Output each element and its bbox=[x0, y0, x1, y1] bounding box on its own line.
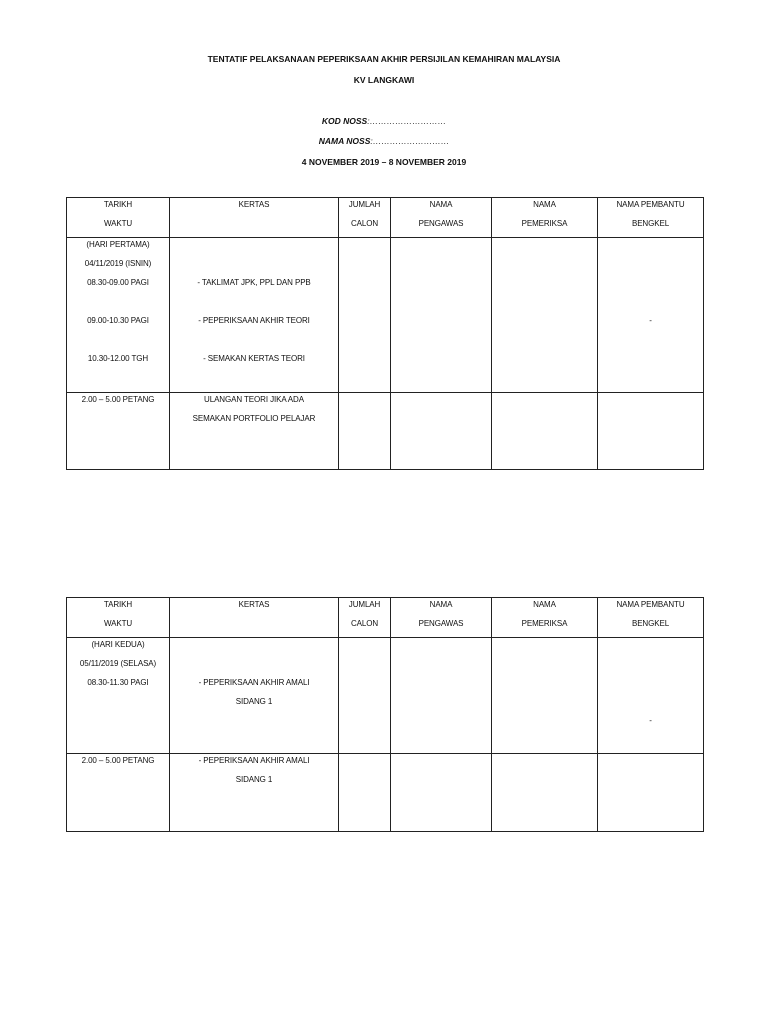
col-jumlah-calon: JUMLAH CALON bbox=[339, 198, 391, 238]
schedule-table-day2 bbox=[66, 597, 704, 832]
col-tarikh-waktu: TARIKH WAKTU bbox=[67, 598, 170, 638]
nama-noss-line bbox=[0, 136, 768, 146]
col-nama-pemeriksa: NAMA PEMERIKSA bbox=[492, 598, 598, 638]
day2-morning-kertas-cell: - PEPERIKSAAN AKHIR AMALI SIDANG 1 bbox=[170, 638, 339, 754]
day2-hari: (HARI KEDUA) bbox=[91, 640, 145, 649]
table-header-row bbox=[67, 198, 704, 238]
kod-noss-value: :……………………… bbox=[367, 116, 447, 126]
day1-afternoon-time-cell: 2.00 – 5.00 PETANG bbox=[67, 393, 170, 470]
date-range: 4 NOVEMBER 2019 – 8 NOVEMBER 2019 bbox=[301, 157, 467, 167]
day2-bengkel-cell: - bbox=[598, 638, 704, 754]
col-nama-pemeriksa: NAMA PEMERIKSA bbox=[492, 198, 598, 238]
table-row bbox=[67, 638, 704, 754]
day1-hari: (HARI PERTAMA) bbox=[86, 240, 150, 249]
day1-date: 04/11/2019 (ISNIN) bbox=[84, 259, 152, 268]
day1-afternoon-kertas-cell: ULANGAN TEORI JIKA ADA SEMAKAN PORTFOLIO PELAJAR bbox=[170, 393, 339, 470]
table-header-row bbox=[67, 598, 704, 638]
nama-noss-label: NAMA NOSS bbox=[318, 136, 371, 146]
table-row bbox=[67, 393, 704, 470]
day2-morning-time-cell: (HARI KEDUA) 05/11/2019 (SELASA) 08.30-11.30 PAGI bbox=[67, 638, 170, 754]
kod-noss-line bbox=[0, 116, 768, 126]
col-kertas: KERTAS bbox=[170, 198, 339, 238]
document-title: TENTATIF PELAKSANAAN PEPERIKSAAN AKHIR PERSIJILAN KEMAHIRAN MALAYSIA bbox=[207, 54, 561, 64]
nama-noss-value: :……………………… bbox=[370, 136, 450, 146]
col-jumlah-calon: JUMLAH CALON bbox=[339, 598, 391, 638]
day2-date: 05/11/2019 (SELASA) bbox=[79, 659, 157, 668]
col-tarikh-waktu: TARIKH WAKTU bbox=[67, 198, 170, 238]
col-kertas: KERTAS bbox=[170, 598, 339, 638]
day1-morning-kertas-cell: - TAKLIMAT JPK, PPL DAN PPB - PEPERIKSAAN AKHIR TEORI - SEMAKAN KERTAS TEORI bbox=[170, 238, 339, 393]
day1-bengkel-cell: - bbox=[598, 238, 704, 393]
day2-afternoon-time-cell: 2.00 – 5.00 PETANG bbox=[67, 754, 170, 832]
col-nama-pembantu-bengkel: NAMA PEMBANTU BENGKEL bbox=[598, 598, 704, 638]
col-nama-pembantu-bengkel: NAMA PEMBANTU BENGKEL bbox=[598, 198, 704, 238]
col-nama-pengawas: NAMA PENGAWAS bbox=[391, 598, 492, 638]
day2-afternoon-kertas-cell: - PEPERIKSAAN AKHIR AMALI SIDANG 1 bbox=[170, 754, 339, 832]
table-row bbox=[67, 754, 704, 832]
kod-noss-label: KOD NOSS bbox=[321, 116, 368, 126]
col-nama-pengawas: NAMA PENGAWAS bbox=[391, 198, 492, 238]
day1-morning-time-cell: (HARI PERTAMA) 04/11/2019 (ISNIN) 08.30-09.00 PAGI 09.00-10.30 PAGI 10.30-12.00 TGH bbox=[67, 238, 170, 393]
schedule-table-day1 bbox=[66, 197, 704, 470]
table-row bbox=[67, 238, 704, 393]
school-name: KV LANGKAWI bbox=[353, 75, 415, 85]
